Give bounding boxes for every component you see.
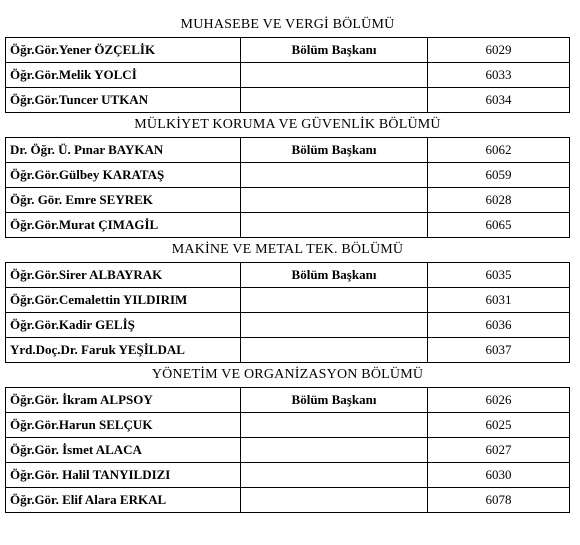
- staff-role: [241, 488, 428, 513]
- staff-role: [241, 438, 428, 463]
- phone-extension: 6059: [428, 163, 570, 188]
- table-row: [6, 38, 570, 63]
- staff-name: Dr. Öğr. Ü. Pınar BAYKAN: [6, 138, 241, 163]
- phone-extension: 6029: [428, 38, 570, 63]
- phone-extension: 6034: [428, 88, 570, 113]
- staff-name: Yrd.Doç.Dr. Faruk YEŞİLDAL: [6, 338, 241, 363]
- staff-role: [241, 313, 428, 338]
- table-row: [6, 163, 570, 188]
- phone-extension: 6026: [428, 388, 570, 413]
- table-row: [6, 313, 570, 338]
- staff-role: [241, 338, 428, 363]
- staff-role: Bölüm Başkanı: [241, 388, 428, 413]
- phone-extension: 6025: [428, 413, 570, 438]
- table-row: [6, 463, 570, 488]
- section-table: [5, 37, 570, 113]
- phone-extension: 6062: [428, 138, 570, 163]
- section-title: MAKİNE VE METAL TEK. BÖLÜMÜ: [171, 242, 404, 257]
- table-row: [6, 188, 570, 213]
- table-row: [6, 288, 570, 313]
- section-table: [5, 262, 570, 363]
- staff-name: Öğr.Gör.Cemalettin YILDIRIM: [6, 288, 241, 313]
- staff-name: Öğr.Gör.Harun SELÇUK: [6, 413, 241, 438]
- staff-role: [241, 463, 428, 488]
- staff-directory: [5, 13, 570, 513]
- staff-name: Öğr.Gör. İsmet ALACA: [6, 438, 241, 463]
- phone-extension: 6035: [428, 263, 570, 288]
- table-row: [6, 63, 570, 88]
- table-row: [6, 338, 570, 363]
- staff-name: Öğr.Gör.Sirer ALBAYRAK: [6, 263, 241, 288]
- staff-role: [241, 88, 428, 113]
- table-row: [6, 138, 570, 163]
- table-row: [6, 213, 570, 238]
- staff-name: Öğr.Gör.Gülbey KARATAŞ: [6, 163, 241, 188]
- staff-name: Öğr.Gör.Tuncer UTKAN: [6, 88, 241, 113]
- staff-role: [241, 213, 428, 238]
- staff-role: Bölüm Başkanı: [241, 38, 428, 63]
- staff-role: [241, 63, 428, 88]
- staff-name: Öğr.Gör.Yener ÖZÇELİK: [6, 38, 241, 63]
- table-row: [6, 88, 570, 113]
- section-title: YÖNETİM VE ORGANİZASYON BÖLÜMÜ: [151, 367, 424, 382]
- phone-extension: 6033: [428, 63, 570, 88]
- staff-name: Öğr.Gör.Murat ÇIMAGİL: [6, 213, 241, 238]
- staff-name: Öğr. Gör. Emre SEYREK: [6, 188, 241, 213]
- table-row: [6, 413, 570, 438]
- staff-role: [241, 288, 428, 313]
- phone-extension: 6037: [428, 338, 570, 363]
- table-row: [6, 488, 570, 513]
- staff-name: Öğr.Gör.Melik YOLCİ: [6, 63, 241, 88]
- section-title: MÜLKİYET KORUMA VE GÜVENLİK BÖLÜMÜ: [134, 117, 441, 132]
- table-row: [6, 388, 570, 413]
- staff-role: Bölüm Başkanı: [241, 138, 428, 163]
- section-table: [5, 387, 570, 513]
- staff-name: Öğr.Gör. Elif Alara ERKAL: [6, 488, 241, 513]
- phone-extension: 6031: [428, 288, 570, 313]
- section-title: MUHASEBE VE VERGİ BÖLÜMÜ: [180, 17, 395, 32]
- staff-role: [241, 413, 428, 438]
- phone-extension: 6027: [428, 438, 570, 463]
- phone-extension: 6036: [428, 313, 570, 338]
- phone-extension: 6065: [428, 213, 570, 238]
- staff-name: Öğr.Gör. Halil TANYILDIZI: [6, 463, 241, 488]
- phone-extension: 6028: [428, 188, 570, 213]
- phone-extension: 6030: [428, 463, 570, 488]
- table-row: [6, 438, 570, 463]
- table-row: [6, 263, 570, 288]
- staff-name: Öğr.Gör. İkram ALPSOY: [6, 388, 241, 413]
- phone-extension: 6078: [428, 488, 570, 513]
- section-table: [5, 137, 570, 238]
- staff-role: Bölüm Başkanı: [241, 263, 428, 288]
- staff-name: Öğr.Gör.Kadir GELİŞ: [6, 313, 241, 338]
- staff-role: [241, 163, 428, 188]
- staff-role: [241, 188, 428, 213]
